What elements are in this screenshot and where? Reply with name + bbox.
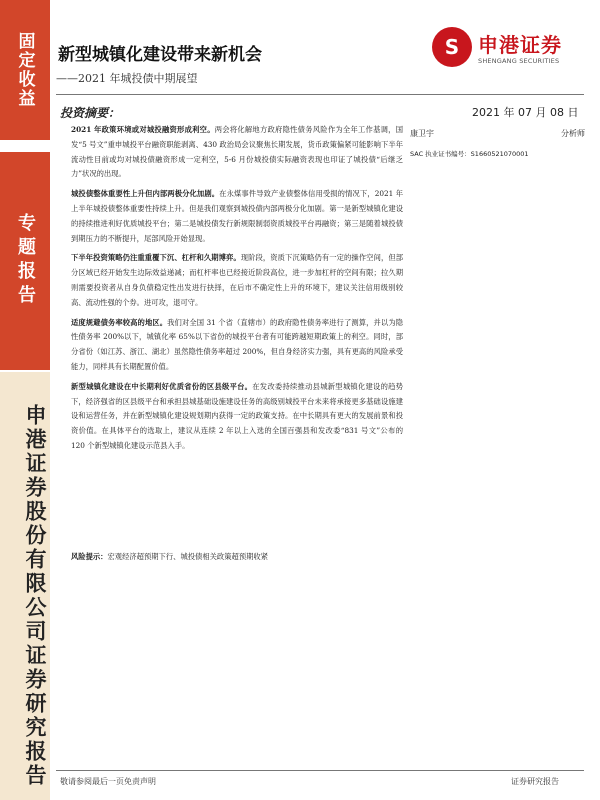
paragraph-lead: 新型城镇化建设在中长期利好优质省份的区县级平台。 [71, 381, 253, 391]
report-date: 2021 年 07 月 08 日 [472, 106, 579, 119]
summary-body [71, 123, 403, 459]
footer-report-label: 证券研究报告 [511, 777, 559, 786]
analyst-info [410, 128, 585, 158]
paragraph-lead: 2021 年政策环境或对城投融资形成利空。 [71, 125, 215, 134]
sidebar [0, 0, 50, 800]
company-logo [432, 27, 572, 71]
sidebar-company-label: 申港证券股份有限公司证券研究报告 [0, 372, 50, 800]
risk-text: 宏观经济超预期下行、城投债相关政策超预期收紧 [107, 552, 269, 561]
paragraph-lead: 适度规避债务率较高的地区。 [71, 317, 168, 327]
summary-paragraph [71, 123, 403, 182]
paragraph-text: 在永煤事件导致产业债整体信用受损的情况下，2021 年上半年城投债整体重要性持续上升。但是我们观察到城投债内部两极分化加剧。第一是新型城镇化建设的持续推进利好优质城投平台；第二是城投债发行新规限制弱资质城投平台再融资；第三是随着城投债到期压力的不断提升，尾部风险开始显现。 [71, 189, 404, 243]
paragraph-lead: 下半年投资策略仍注重重覆下沉、杠杆和久期博弈。 [71, 253, 241, 263]
report-subtitle: ——2021 年城投债中期展望 [56, 72, 198, 85]
paragraph-text: 两会将化解地方政府隐性债务风险作为全年工作基调，国发“5 号文”重申城投平台融资职能剥离、430 政治局会议聚焦长期发展，货币政策偏紧可能影响下半年流动性目前或均对城投债融资形成一定利空，5-6 月份城投债实际融资表现也印证了城投债“后继乏力”状况的出现。 [71, 125, 403, 179]
sidebar-report-type: 专题报告 [0, 152, 50, 370]
logo-text-cn: 申港证券 [478, 33, 562, 57]
analyst-role: 分析师 [561, 129, 585, 138]
summary-paragraph [71, 316, 403, 375]
summary-heading: 投资摘要： [60, 106, 121, 120]
footer-divider [56, 770, 584, 771]
summary-paragraph [71, 187, 403, 246]
paragraph-lead: 城投债整体重要性上升但内部两极分化加剧。 [71, 189, 220, 199]
risk-warning [71, 552, 268, 562]
sidebar-category-fixed-income: 固定收益 [0, 0, 50, 140]
logo-text-en: SHENGANG SECURITIES [478, 57, 560, 65]
report-title: 新型城镇化建设带来新机会 [58, 45, 262, 65]
logo-mark-icon: S [432, 27, 472, 67]
analyst-name: 康卫宇 [410, 129, 434, 138]
risk-label: 风险提示： [71, 552, 108, 561]
paragraph-text: 现阶段，资质下沉策略仍有一定的操作空间，但部分区域已经开始发生边际效益递减；而杠杆率也已经接近阶段高位，进一步加杠杆的空间有限；拉久期则需要投资者从自身负债稳定性出发进行抉择，在后市不确定性上升的环境下，建议关注信用级别较高、流动性强的个券。进可攻，退可守。 [71, 253, 404, 307]
summary-paragraph [71, 251, 403, 310]
header-divider [56, 94, 584, 95]
paragraph-text: 在发改委持续推动县城新型城镇化建设的趋势下，经济强省的区县级平台和承担县城基础设施建设任务的高级别城投平台未来将承接更多基础设施建设和运营任务，并在新型城镇化建设规划期内获得一定的政策支持。在中长期具有更大的发展前景和投资价值。在具体平台的选取上，建议从连续 2 年以上入选的全国百强县和发改委“831 号文”公布的 120 个新型城镇化建设示范县入手。 [71, 381, 404, 450]
disclaimer-note: 敬请参阅最后一页免责声明 [60, 777, 156, 786]
paragraph-text: 我们对全国 31 个省（直辖市）的政府隐性债务率进行了测算，并以为隐性债务率 200%以下，城镇化率 65%以下省份的城投平台者有可能跨越短期政策上的利空。同时，部分省份（如江苏、浙江、湖北）虽然隐性债务率超过 200%，但自身经济实力强，具有更高的风险承受能力，同样具有长期配置价值。 [71, 317, 404, 371]
analyst-cert: SAC 执业证书编号：S1660521070001 [410, 150, 529, 158]
summary-paragraph [71, 380, 403, 454]
